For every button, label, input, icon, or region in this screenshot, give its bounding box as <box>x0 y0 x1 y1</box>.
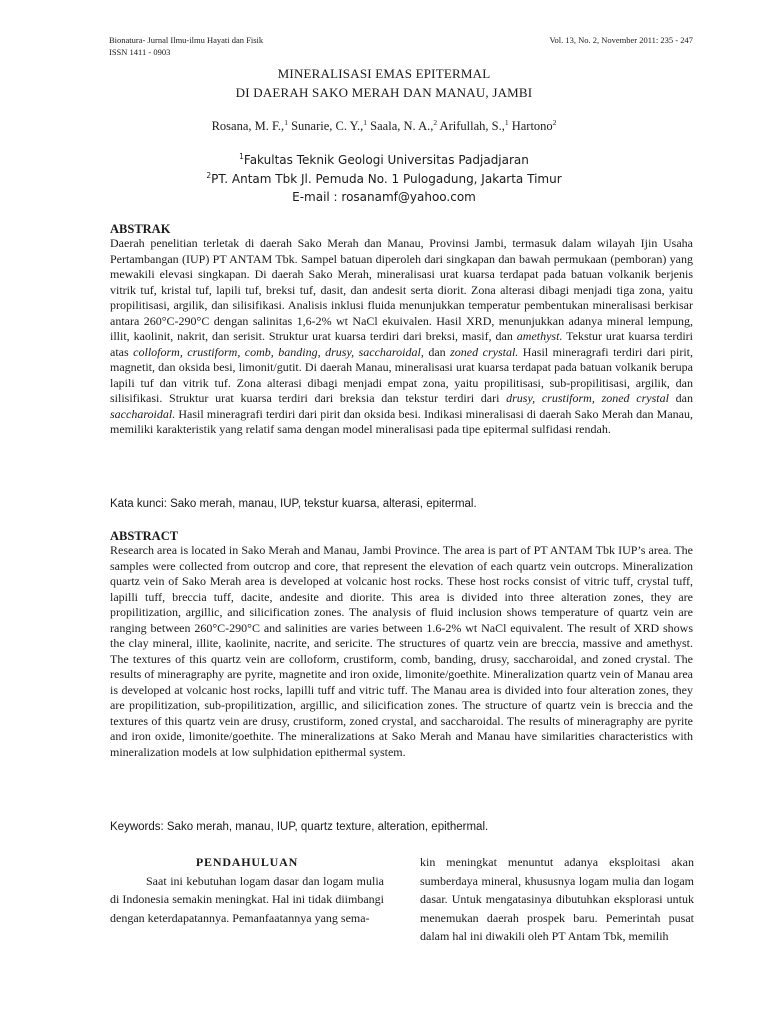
author-affiliation-mark: 1 <box>363 117 368 127</box>
running-header-volume: Vol. 13, No. 2, November 2011: 235 - 247 <box>549 35 693 45</box>
kata-kunci: Kata kunci: Sako merah, manau, IUP, tekstur kuarsa, alterasi, epitermal. <box>110 498 477 510</box>
affiliation-1: $^1$Fakultas Teknik Geologi Universitas Padjadjaran <box>239 152 529 167</box>
author-name: Hartono <box>511 119 553 133</box>
abstract-body: Research area is located in Sako Merah and Manau, Jambi Province. The area is part of PT ANTAM Tbk IUP’s area. The samples were collected from outcrop and core, that represent the elevation of each quartz vein outcrops. Mineralization quartz vein of Sako Merah area is developed at volcanic host rocks. These host rocks consist of vitric tuff, crystal tuff, lapilli tuff, breccia tuff, dacite, andesite and diorite. This area is divided into three alteration zones, they are propilitization, argillic, and silicification zones. The analysis of fluid inclusion shows temperature of quartz vein are ranging between 260°C-290°C and salinities are varies between 1.6-2% wt NaCl equivalent. The result of XRD shows the clay mineral, illite, kaolinite, nacrite, and sericite. The structures of quartz vein are breccia, massive and amethyst. The textures of this quartz vein are colloform, crustiform, comb, banding, drusy, saccharoidal, and zoned crystal. The results of mineragraphy are pyrite, magnetite and iron oxide, limonite/goethite. Mineralization quartz vein of Manau area is developed at volcanic host rocks, lapilli tuff and vitric tuff. The Manau area is divided into four alteration zones, they are propilitization, sub-propilitization, argillic, and silicification zones. The structure of quartz vein is breccia and the textures of this quartz vein are drusy, crustiform, zoned crystal, and saccharoidal. The results of mineragraphy are pyrite and iron oxide, limonite/goethite. The mineralizations at Sako Merah and Manau have similarities characteristics with mineralization models at low sulphidation epithermal system. <box>110 543 693 759</box>
author-affiliation-mark: 2 <box>433 117 438 127</box>
pendahuluan-left-text: Saat ini kebutuhan logam dasar dan logam mulia di Indonesia semakin meningkat. Hal ini tidak diimbangi dengan keterdapatannya. Pemanfaatannya yang sema- <box>110 873 384 925</box>
left-column <box>110 853 384 927</box>
author-name: Rosana, M. F., <box>211 119 285 133</box>
affiliations <box>0 151 768 207</box>
journal-name: Bionatura- Jurnal Ilmu-ilmu Hayati dan Fisik <box>109 35 264 45</box>
contact-email: E-mail : rosanamf@yahoo.com <box>292 190 476 204</box>
running-header-left <box>109 34 263 58</box>
abstrak-body: Daerah penelitian terletak di daerah Sako Merah dan Manau, Provinsi Jambi, termasuk dalam wilayah Ijin Usaha Pertambangan (IUP) PT ANTAM Tbk. Sampel batuan diperoleh dari singkapan dan bawah permukaan (pemboran) yang mewakili elevasi singkapan. Di daerah Sako Merah, mineralisasi urat kuarsa terdapat pada batuan volkanik berjenis vitrik tuf, kristal tuf, lapili tuf, breksi tuf, dasit, dan andesit serta diorit. Zona alterasi dibagi menjadi tiga zona, yaitu propilitisasi, argilik, dan silisifikasi. Analisis inklusi fluida menunjukkan temperatur pembentukan mineralisasi berkisar antara 260°C-290°C dengan salinitas 1,6-2% wt NaCl ekuivalen. Hasil XRD, menunjukkan adanya mineral lempung, illit, kaolinit, nakrit, dan serisit. Struktur urat kuarsa terdiri dari breksi, masif, dan amethyst. Tekstur urat kuarsa terdiri atas colloform, crustiform, comb, banding, drusy, saccharoidal, dan zoned crystal. Hasil mineragrafi terdiri dari pirit, magnetit, dan oksida besi, limonit/gutit. Di daerah Manau, mineralisasi urat kuarsa terdapat pada batuan volkanik berupa lapili tuf dan vitrik tuf. Zona alterasi dibagi menjadi empat zona, yaitu propilitisasi, sub-propilitisasi, argilik, dan silisifikasi. Struktur urat kuarsa terdiri dari breksia dan tekstur terdiri dari drusy, crustiform, zoned crystal dan saccharoidal. Hasil mineragrafi terdiri dari pirit dan oksida besi. Indikasi mineralisasi di daerah Sako Merah dan Manau, memiliki karakteristik yang relatif sama dengan model mineralisasi pada tipe epitermal sulfidasi rendah. <box>110 236 694 436</box>
issn: ISSN 1411 - 0903 <box>109 47 171 57</box>
abstract-section <box>110 529 693 760</box>
keywords: Keywords: Sako merah, manau, IUP, quartz texture, alteration, epithermal. <box>110 821 489 833</box>
right-column <box>420 853 694 946</box>
author-affiliation-mark: 1 <box>504 117 509 127</box>
author-name: Sunarie, C. Y., <box>291 119 364 133</box>
title-line-1: MINERALISASI EMAS EPITERMAL <box>277 66 491 81</box>
pendahuluan-right-text: kin meningkat menuntut adanya eksploitasi akan sumberdaya mineral, khususnya logam mulia dan logam dasar. Untuk mengatasinya dibutuhkan eksplorasi untuk menemukan daerah prospek baru. Pemerintah pusat dalam hal ini diwakili oleh PT Antam Tbk, memilih <box>420 855 694 943</box>
author-list <box>0 118 768 135</box>
title-line-2: DI DAERAH SAKO MERAH DAN MANAU, JAMBI <box>235 85 533 100</box>
paper-title <box>0 64 768 102</box>
author-affiliation-mark: 1 <box>284 117 288 127</box>
pendahuluan-heading: PENDAHULUAN <box>195 855 299 869</box>
author-name: Saala, N. A., <box>370 119 434 133</box>
abstrak-heading: ABSTRAK <box>110 222 171 236</box>
author-affiliation-mark: 2 <box>552 117 557 127</box>
abstract-heading: ABSTRACT <box>110 529 179 543</box>
author-name: Arifullah, S., <box>439 119 505 133</box>
affiliation-2: $^2$PT. Antam Tbk Jl. Pemuda No. 1 Pulogadung, Jakarta Timur <box>206 170 562 186</box>
abstrak-section <box>110 222 693 438</box>
